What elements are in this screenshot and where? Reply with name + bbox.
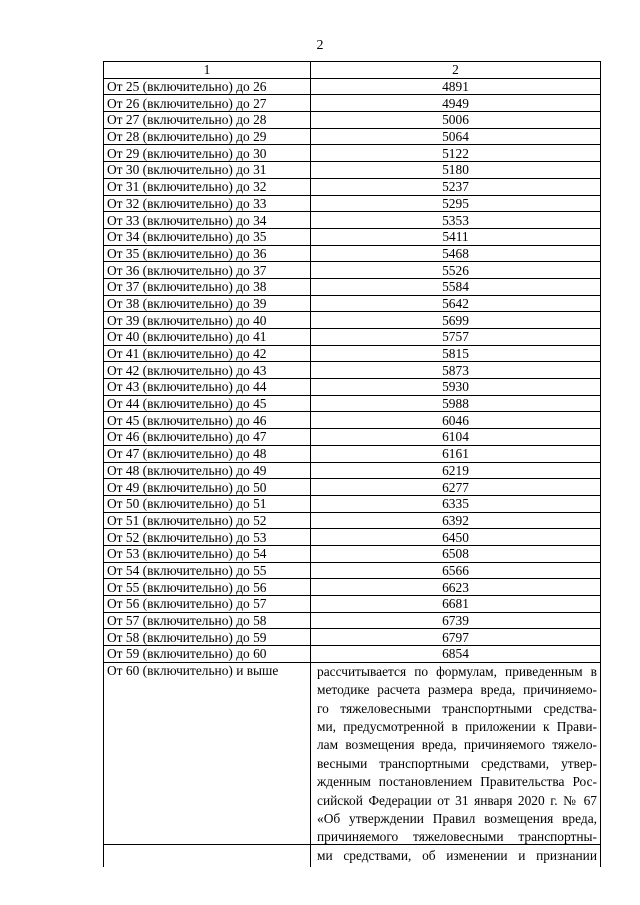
value-cell: 5930 <box>311 379 601 396</box>
value-cell: 5526 <box>311 262 601 279</box>
note-line: ми средствами, об изменении и признании <box>317 847 597 863</box>
value-cell: 6508 <box>311 545 601 562</box>
value-cell: 6335 <box>311 495 601 512</box>
value-cell: 6797 <box>311 629 601 646</box>
range-cell: От 54 (включительно) до 55 <box>104 562 311 579</box>
rates-table <box>103 61 601 867</box>
range-cell: От 43 (включительно) до 44 <box>104 379 311 396</box>
table-row <box>104 78 601 95</box>
table-row <box>104 462 601 479</box>
note-line: причиняемого тяжеловесными транспортны- <box>317 829 597 845</box>
note-line: «Об утверждении Правил возмещения вреда, <box>317 811 597 826</box>
value-cell: 5699 <box>311 312 601 329</box>
value-cell: 6739 <box>311 612 601 629</box>
range-cell: От 29 (включительно) до 30 <box>104 145 311 162</box>
table-row <box>104 562 601 579</box>
value-cell: 6623 <box>311 579 601 596</box>
value-cell: 5237 <box>311 178 601 195</box>
table-row <box>104 495 601 512</box>
value-cell: 5584 <box>311 278 601 295</box>
value-cell: 5295 <box>311 195 601 212</box>
range-cell: От 27 (включительно) до 28 <box>104 112 311 129</box>
table-row <box>104 445 601 462</box>
range-cell: От 31 (включительно) до 32 <box>104 178 311 195</box>
range-cell: От 32 (включительно) до 33 <box>104 195 311 212</box>
range-cell: От 53 (включительно) до 54 <box>104 545 311 562</box>
range-cell: От 51 (включительно) до 52 <box>104 512 311 529</box>
table-row <box>104 145 601 162</box>
value-cell: 6277 <box>311 479 601 496</box>
table-row <box>104 345 601 362</box>
note-line: методике расчета размера вреда, причиняемо- <box>317 682 597 698</box>
value-cell: 5411 <box>311 228 601 245</box>
table-body <box>104 78 601 867</box>
table-row <box>104 245 601 262</box>
table-row <box>104 379 601 396</box>
range-cell: От 33 (включительно) до 34 <box>104 212 311 229</box>
value-cell: 5064 <box>311 128 601 145</box>
note-line: рассчитывается по формулам, приведенным в <box>317 663 597 679</box>
table-row <box>104 646 601 663</box>
table-row <box>104 362 601 379</box>
table-row <box>104 112 601 129</box>
range-cell: От 55 (включительно) до 56 <box>104 579 311 596</box>
value-cell: 6219 <box>311 462 601 479</box>
range-cell: От 50 (включительно) до 51 <box>104 495 311 512</box>
value-cell: 5642 <box>311 295 601 312</box>
range-cell: От 52 (включительно) до 53 <box>104 529 311 546</box>
table-row <box>104 95 601 112</box>
note-line: лам возмещения вреда, причиняемого тяжело- <box>317 737 597 753</box>
range-cell: От 35 (включительно) до 36 <box>104 245 311 262</box>
value-cell: 6681 <box>311 596 601 613</box>
table-row-last <box>104 662 601 867</box>
value-cell: 6104 <box>311 429 601 446</box>
table-row <box>104 278 601 295</box>
table-row <box>104 312 601 329</box>
range-cell: От 28 (включительно) до 29 <box>104 128 311 145</box>
range-cell: От 57 (включительно) до 58 <box>104 612 311 629</box>
value-cell: 5006 <box>311 112 601 129</box>
value-cell: 5353 <box>311 212 601 229</box>
range-cell: От 26 (включительно) до 27 <box>104 95 311 112</box>
range-cell: От 56 (включительно) до 57 <box>104 596 311 613</box>
table-row <box>104 579 601 596</box>
value-cell: 6566 <box>311 562 601 579</box>
table-row <box>104 596 601 613</box>
bottom-rule-right <box>311 844 600 845</box>
range-cell: От 39 (включительно) до 40 <box>104 312 311 329</box>
value-cell: 6392 <box>311 512 601 529</box>
note-line: весными транспортными средствами, утвер- <box>317 755 597 771</box>
value-cell: 5468 <box>311 245 601 262</box>
column-header-2: 2 <box>311 62 601 79</box>
table-header-row <box>104 62 601 79</box>
range-cell: От 46 (включительно) до 47 <box>104 429 311 446</box>
bottom-rule-left <box>103 844 311 845</box>
range-cell: От 30 (включительно) до 31 <box>104 162 311 179</box>
value-cell: 5122 <box>311 145 601 162</box>
value-cell: 5873 <box>311 362 601 379</box>
range-cell: От 59 (включительно) до 60 <box>104 646 311 663</box>
table-row <box>104 395 601 412</box>
table-row <box>104 128 601 145</box>
table-row <box>104 412 601 429</box>
table-row <box>104 479 601 496</box>
table-row <box>104 545 601 562</box>
value-cell: 5988 <box>311 395 601 412</box>
range-cell: От 49 (включительно) до 50 <box>104 479 311 496</box>
range-cell: От 41 (включительно) до 42 <box>104 345 311 362</box>
value-cell: 5180 <box>311 162 601 179</box>
table-row <box>104 195 601 212</box>
value-cell: 5815 <box>311 345 601 362</box>
range-cell: От 48 (включительно) до 49 <box>104 462 311 479</box>
table-row <box>104 178 601 195</box>
table-row <box>104 262 601 279</box>
table-row <box>104 529 601 546</box>
note-cell <box>311 662 601 867</box>
value-cell: 4949 <box>311 95 601 112</box>
page-number: 2 <box>316 38 324 53</box>
table-row <box>104 228 601 245</box>
value-cell: 5757 <box>311 329 601 346</box>
range-cell: От 47 (включительно) до 48 <box>104 445 311 462</box>
column-header-1: 1 <box>104 62 311 79</box>
note-line: сийской Федерации от 31 января 2020 г. № 67 <box>317 792 597 808</box>
table-row <box>104 329 601 346</box>
table-row <box>104 612 601 629</box>
range-cell: От 34 (включительно) до 35 <box>104 228 311 245</box>
table-row <box>104 429 601 446</box>
range-cell: От 40 (включительно) до 41 <box>104 329 311 346</box>
range-cell: От 36 (включительно) до 37 <box>104 262 311 279</box>
table-row <box>104 295 601 312</box>
value-cell: 6161 <box>311 445 601 462</box>
range-cell: От 37 (включительно) до 38 <box>104 278 311 295</box>
range-cell: От 60 (включительно) и выше <box>104 662 311 867</box>
table-row <box>104 629 601 646</box>
table-row <box>104 212 601 229</box>
value-cell: 6450 <box>311 529 601 546</box>
table-row <box>104 512 601 529</box>
note-line: го тяжеловесными транспортными средства- <box>317 700 597 716</box>
range-cell: От 45 (включительно) до 46 <box>104 412 311 429</box>
note-line: ми, предусмотренной в приложении к Прави- <box>317 718 597 734</box>
note-line: жденным постановлением Правительства Рос- <box>317 774 597 790</box>
range-cell: От 25 (включительно) до 26 <box>104 78 311 95</box>
table-row <box>104 162 601 179</box>
range-cell: От 44 (включительно) до 45 <box>104 395 311 412</box>
value-cell: 6046 <box>311 412 601 429</box>
range-cell: От 38 (включительно) до 39 <box>104 295 311 312</box>
value-cell: 6854 <box>311 646 601 663</box>
range-cell: От 42 (включительно) до 43 <box>104 362 311 379</box>
range-cell: От 58 (включительно) до 59 <box>104 629 311 646</box>
value-cell: 4891 <box>311 78 601 95</box>
